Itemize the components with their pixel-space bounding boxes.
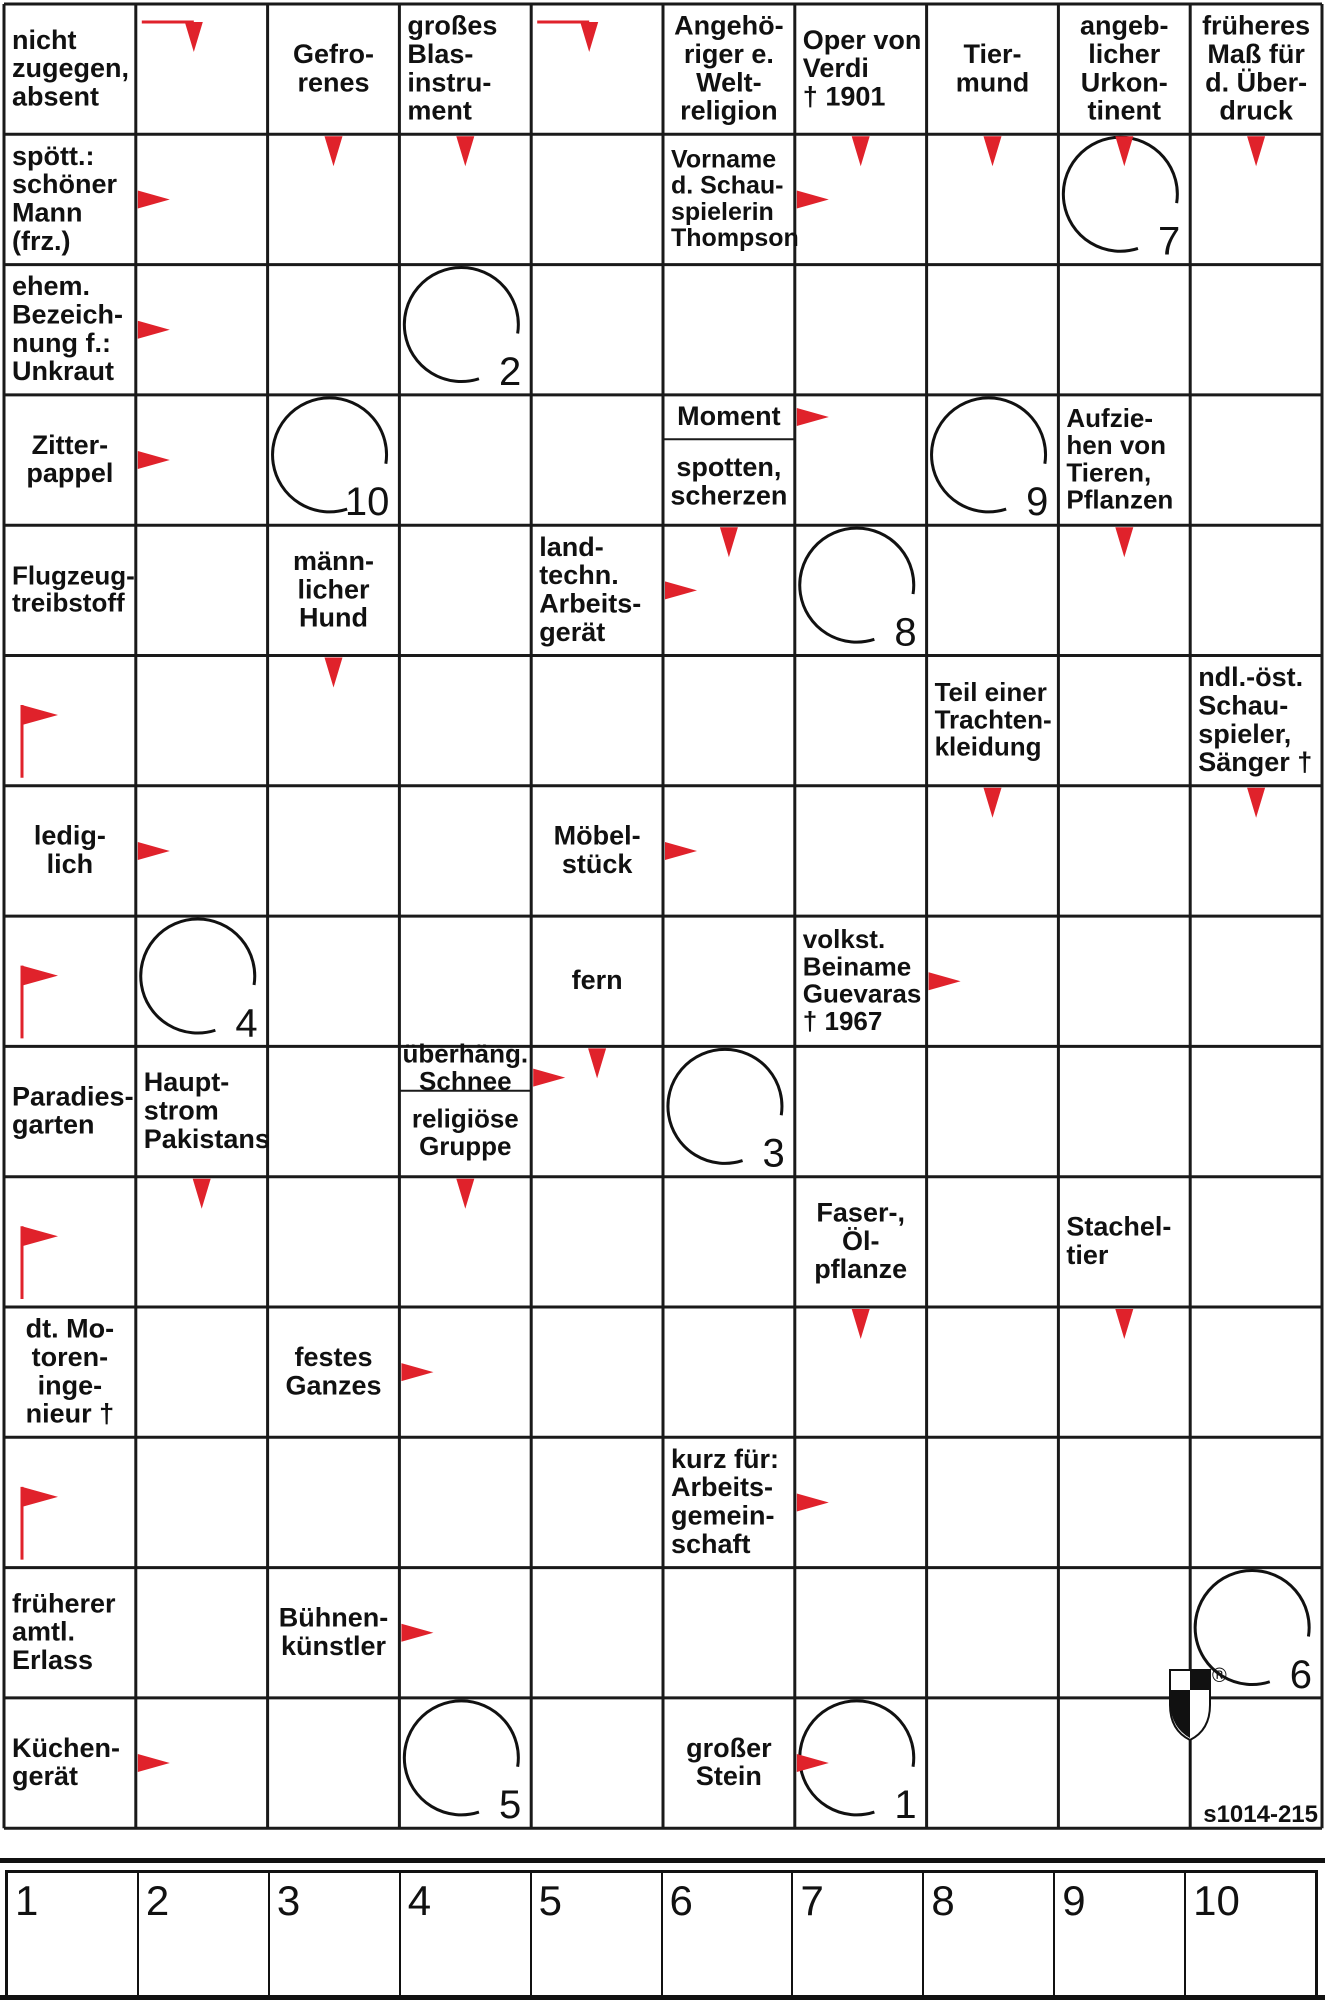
clue-line: ndl.-öst. <box>1198 662 1304 693</box>
clue-line: † 1967 <box>802 1005 883 1036</box>
clue-text <box>539 532 641 647</box>
clue-line: überhäng. <box>402 1038 529 1069</box>
clue-line: Oper von <box>802 24 922 55</box>
arrow-right-icon <box>138 451 170 469</box>
clue-line: Urkon- <box>1080 67 1168 98</box>
clue-text <box>12 25 129 112</box>
clue-line: Maß für <box>1207 38 1305 69</box>
clue-text <box>677 401 781 431</box>
solution-number: 1 <box>15 1877 39 1924</box>
clue-line: Moment <box>677 401 781 432</box>
clue-line: Ganzes <box>285 1370 382 1401</box>
clue-arrows <box>22 22 1265 1772</box>
circle-number: 9 <box>1026 480 1049 525</box>
clue-text <box>279 1603 388 1661</box>
arrow-down-icon <box>720 527 738 557</box>
arrow-right-icon <box>797 1754 829 1772</box>
clue-text <box>1198 662 1312 777</box>
clue-text <box>12 271 123 386</box>
circle-number: 2 <box>498 349 522 394</box>
clue-line: ehem. <box>12 271 91 302</box>
solution-number: 7 <box>800 1877 824 1924</box>
clue-line: amtl. <box>12 1616 76 1647</box>
shield-logo-icon <box>1170 1665 1227 1810</box>
clue-line: spött.: <box>12 140 95 171</box>
arrow-down-icon <box>325 658 343 688</box>
arrow-right-icon <box>401 1624 433 1642</box>
solution-cell[interactable] <box>532 1873 663 1995</box>
solution-number: 8 <box>931 1877 955 1924</box>
clue-line: Welt- <box>696 67 762 98</box>
clue-line: Zitter- <box>31 429 109 460</box>
clue-text <box>12 141 118 256</box>
clue-line: Bezeich- <box>12 299 124 330</box>
flag-arrow-icon <box>22 705 58 725</box>
clue-line: Arbeits- <box>539 588 642 619</box>
solution-number: 9 <box>1062 1877 1086 1924</box>
clue-line: gemein- <box>671 1500 775 1531</box>
clue-line: Erlass <box>12 1645 94 1676</box>
clue-line: kurz für: <box>671 1443 779 1474</box>
clue-text <box>670 452 787 510</box>
solution-number: 10 <box>1193 1877 1240 1924</box>
clue-line: inge- <box>37 1370 103 1401</box>
clue-line: gerät <box>12 1761 79 1792</box>
clue-line: Arbeits- <box>671 1472 774 1503</box>
clue-line: früherer <box>12 1588 116 1619</box>
clue-text <box>803 25 922 112</box>
solution-cell[interactable] <box>924 1873 1055 1995</box>
arrow-right-icon <box>797 1493 829 1511</box>
flag-arrow-icon <box>22 1226 58 1246</box>
arrow-down-icon <box>1247 136 1265 166</box>
clue-line: festes <box>294 1341 373 1372</box>
arrow-down-icon <box>852 1309 870 1339</box>
clue-line: lich <box>46 849 94 880</box>
clue-text <box>956 39 1030 97</box>
arrow-down-icon <box>1115 527 1133 557</box>
clue-text <box>412 1104 519 1161</box>
arrow-down-icon <box>984 136 1002 166</box>
arrow-right-icon <box>797 190 829 208</box>
arrow-right-icon <box>797 408 829 426</box>
clue-line: tinent <box>1087 95 1162 126</box>
clue-line: Trachten- <box>934 704 1052 735</box>
clue-line: Thompson <box>671 224 799 253</box>
clue-line: Faser-, <box>816 1197 905 1228</box>
clue-text <box>407 11 497 126</box>
clue-line: schöner <box>12 169 118 200</box>
clue-line: Pakistans <box>143 1123 270 1154</box>
clue-line: Küchen- <box>12 1732 120 1763</box>
clue-line: tier <box>1066 1239 1109 1270</box>
registered-mark: ® <box>1212 1665 1227 1687</box>
clue-line: Tieren, <box>1066 457 1152 488</box>
solution-cell[interactable] <box>663 1873 794 1995</box>
clue-line: stück <box>561 849 633 880</box>
clue-line: kleidung <box>934 731 1042 762</box>
grid-lines <box>4 4 1322 1828</box>
clue-text <box>803 924 922 1036</box>
clue-line: volkst. <box>802 923 886 954</box>
clue-line: Stein <box>695 1761 762 1792</box>
clue-text <box>674 11 783 126</box>
arrow-right-icon <box>138 190 170 208</box>
clue-line: d. Über- <box>1205 67 1308 98</box>
clue-line: licher <box>297 574 370 605</box>
clue-line: mund <box>955 67 1030 98</box>
clue-line: ment <box>407 95 472 126</box>
flag-arrow-icon <box>22 1487 58 1507</box>
arrow-down-icon <box>852 136 870 166</box>
arrow-down-icon <box>588 1048 606 1078</box>
arrow-down-icon <box>1115 1309 1133 1339</box>
clue-text <box>293 39 374 97</box>
solution-cell[interactable] <box>8 1873 139 1995</box>
clue-text <box>12 1733 120 1791</box>
clue-line: Haupt- <box>143 1067 230 1098</box>
clue-text <box>144 1067 270 1154</box>
clue-line: Stachel- <box>1066 1211 1172 1242</box>
clue-line: treibstoff <box>12 587 125 618</box>
clue-text <box>34 821 106 879</box>
arrow-down-icon <box>1115 136 1133 166</box>
clue-line: Sänger † <box>1198 747 1313 778</box>
clue-line: absent <box>12 81 100 112</box>
corner-arrow-icon <box>580 22 598 52</box>
clue-text <box>1080 11 1169 126</box>
clue-text <box>1066 403 1173 515</box>
circle-number: 7 <box>1157 219 1181 264</box>
clue-line: Beiname <box>802 951 912 982</box>
clue-line: spieler, <box>1198 718 1292 749</box>
solution-cell[interactable] <box>793 1873 924 1995</box>
clue-line: techn. <box>539 560 619 591</box>
clue-line: großer <box>686 1732 772 1763</box>
solution-cell[interactable] <box>1186 1873 1315 1995</box>
clue-line: pflanze <box>814 1254 908 1285</box>
clue-text <box>26 1314 115 1429</box>
clue-text <box>402 1039 528 1096</box>
clue-line: spotten, <box>676 451 782 482</box>
clue-line: land- <box>539 531 604 562</box>
clue-line: großes <box>407 10 498 41</box>
clue-line: Mann <box>12 197 83 228</box>
clue-line: Gefro- <box>293 38 374 69</box>
clue-line: zugegen, <box>12 53 130 84</box>
clue-line: druck <box>1219 95 1293 126</box>
clue-line: Unkraut <box>12 356 115 387</box>
clue-line: Aufzie- <box>1066 402 1154 433</box>
arrow-down-icon <box>193 1179 211 1209</box>
arrow-right-icon <box>138 842 170 860</box>
arrow-down-icon <box>325 136 343 166</box>
clue-line: † 1901 <box>802 81 886 112</box>
clue-line: gerät <box>539 616 606 647</box>
solution-cells <box>5 1870 1318 1998</box>
clue-text <box>671 145 799 252</box>
corner-arrow-icon <box>185 22 203 52</box>
clue-line: nung f.: <box>12 327 111 358</box>
clue-line: strom <box>143 1095 219 1126</box>
arrow-right-icon <box>533 1069 565 1087</box>
clue-text <box>285 1342 381 1400</box>
clue-text <box>1202 11 1310 126</box>
clue-line: Schnee <box>419 1065 512 1096</box>
clue-line: licher <box>1088 38 1161 69</box>
clue-line: toren- <box>31 1341 109 1372</box>
clue-line: Teil einer <box>934 677 1047 708</box>
clue-line: fern <box>571 965 623 996</box>
arrow-right-icon <box>138 321 170 339</box>
clue-line: spielerin <box>671 197 774 226</box>
arrow-down-icon <box>984 788 1002 818</box>
clue-text <box>671 1444 779 1559</box>
clue-line: Öl- <box>841 1225 880 1256</box>
clue-line: Angehö- <box>674 10 784 41</box>
clue-text <box>814 1197 907 1284</box>
clue-line: garten <box>12 1109 95 1140</box>
clue-line: dt. Mo- <box>25 1313 115 1344</box>
clue-line: ledig- <box>33 820 106 851</box>
arrow-right-icon <box>929 972 961 990</box>
solution-number: 3 <box>276 1877 301 1924</box>
clue-line: pappel <box>26 458 114 489</box>
circle-number: 3 <box>762 1131 785 1176</box>
clue-line: hen von <box>1066 430 1167 461</box>
clue-line: männ- <box>293 545 374 576</box>
clue-line: nicht <box>12 24 77 55</box>
clue-line: instru- <box>407 67 492 98</box>
circle-number: 4 <box>235 1001 258 1046</box>
clue-line: Tier- <box>963 38 1022 69</box>
clue-text <box>1066 1212 1171 1270</box>
clue-line: Gruppe <box>419 1131 512 1162</box>
arrow-down-icon <box>1247 788 1265 818</box>
clue-line: Paradies- <box>12 1081 134 1112</box>
clue-line: Verdi <box>802 53 869 84</box>
clue-line: Pflanzen <box>1066 484 1174 515</box>
clue-line: (frz.) <box>12 225 71 256</box>
clue-text <box>12 1588 116 1675</box>
circle-number: 6 <box>1289 1652 1312 1697</box>
solution-number: 4 <box>407 1877 432 1924</box>
clue-line: renes <box>297 67 370 98</box>
clue-text <box>572 965 623 995</box>
clue-line: früheres <box>1202 10 1311 41</box>
clue-line: Guevaras <box>802 978 922 1009</box>
solution-cell[interactable] <box>139 1873 270 1995</box>
clue-line: angeb- <box>1080 10 1169 41</box>
clue-line: nieur † <box>25 1398 115 1429</box>
clue-line: religion <box>680 95 778 126</box>
clue-line: Vorname <box>671 145 777 174</box>
solution-cell[interactable] <box>270 1873 401 1995</box>
circle-number: 8 <box>894 610 917 655</box>
solution-cell[interactable] <box>401 1873 532 1995</box>
puzzle-code: s1014-215 <box>1203 1801 1318 1828</box>
clue-line: scherzen <box>670 480 788 511</box>
clue-line: d. Schau- <box>671 171 784 200</box>
arrow-down-icon <box>456 136 474 166</box>
clue-line: Flugzeug- <box>12 560 135 591</box>
clue-line: künstler <box>280 1630 387 1661</box>
clue-line: religiöse <box>411 1103 519 1134</box>
arrow-right-icon <box>138 1754 170 1772</box>
clue-line: Bühnen- <box>278 1602 389 1633</box>
arrow-right-icon <box>401 1363 433 1381</box>
clue-line: Schau- <box>1198 690 1289 721</box>
clue-text <box>26 430 113 488</box>
clue-line: Hund <box>299 602 368 633</box>
clue-line: riger e. <box>683 38 774 69</box>
arrow-right-icon <box>665 581 697 599</box>
solution-number: 2 <box>145 1877 170 1924</box>
solution-bar <box>0 1858 1325 2000</box>
circle-number: 1 <box>894 1783 917 1828</box>
solution-number: 6 <box>669 1877 693 1924</box>
arrow-right-icon <box>665 842 697 860</box>
clue-text <box>686 1733 772 1791</box>
clue-line: Blas- <box>407 38 474 69</box>
flag-arrow-icon <box>22 966 58 986</box>
arrow-down-icon <box>456 1179 474 1209</box>
clue-text <box>935 677 1052 762</box>
solution-number: 5 <box>538 1877 562 1924</box>
solution-cell[interactable] <box>1055 1873 1186 1995</box>
clue-text <box>12 560 135 617</box>
circle-number: 10 <box>344 480 390 525</box>
clue-line: schaft <box>671 1528 751 1559</box>
clue-text <box>293 546 374 633</box>
clue-line: Möbel- <box>553 820 641 851</box>
clue-text <box>12 1081 134 1139</box>
clue-text <box>554 821 641 879</box>
solution-circles <box>141 137 1312 1827</box>
circle-number: 5 <box>498 1783 522 1828</box>
